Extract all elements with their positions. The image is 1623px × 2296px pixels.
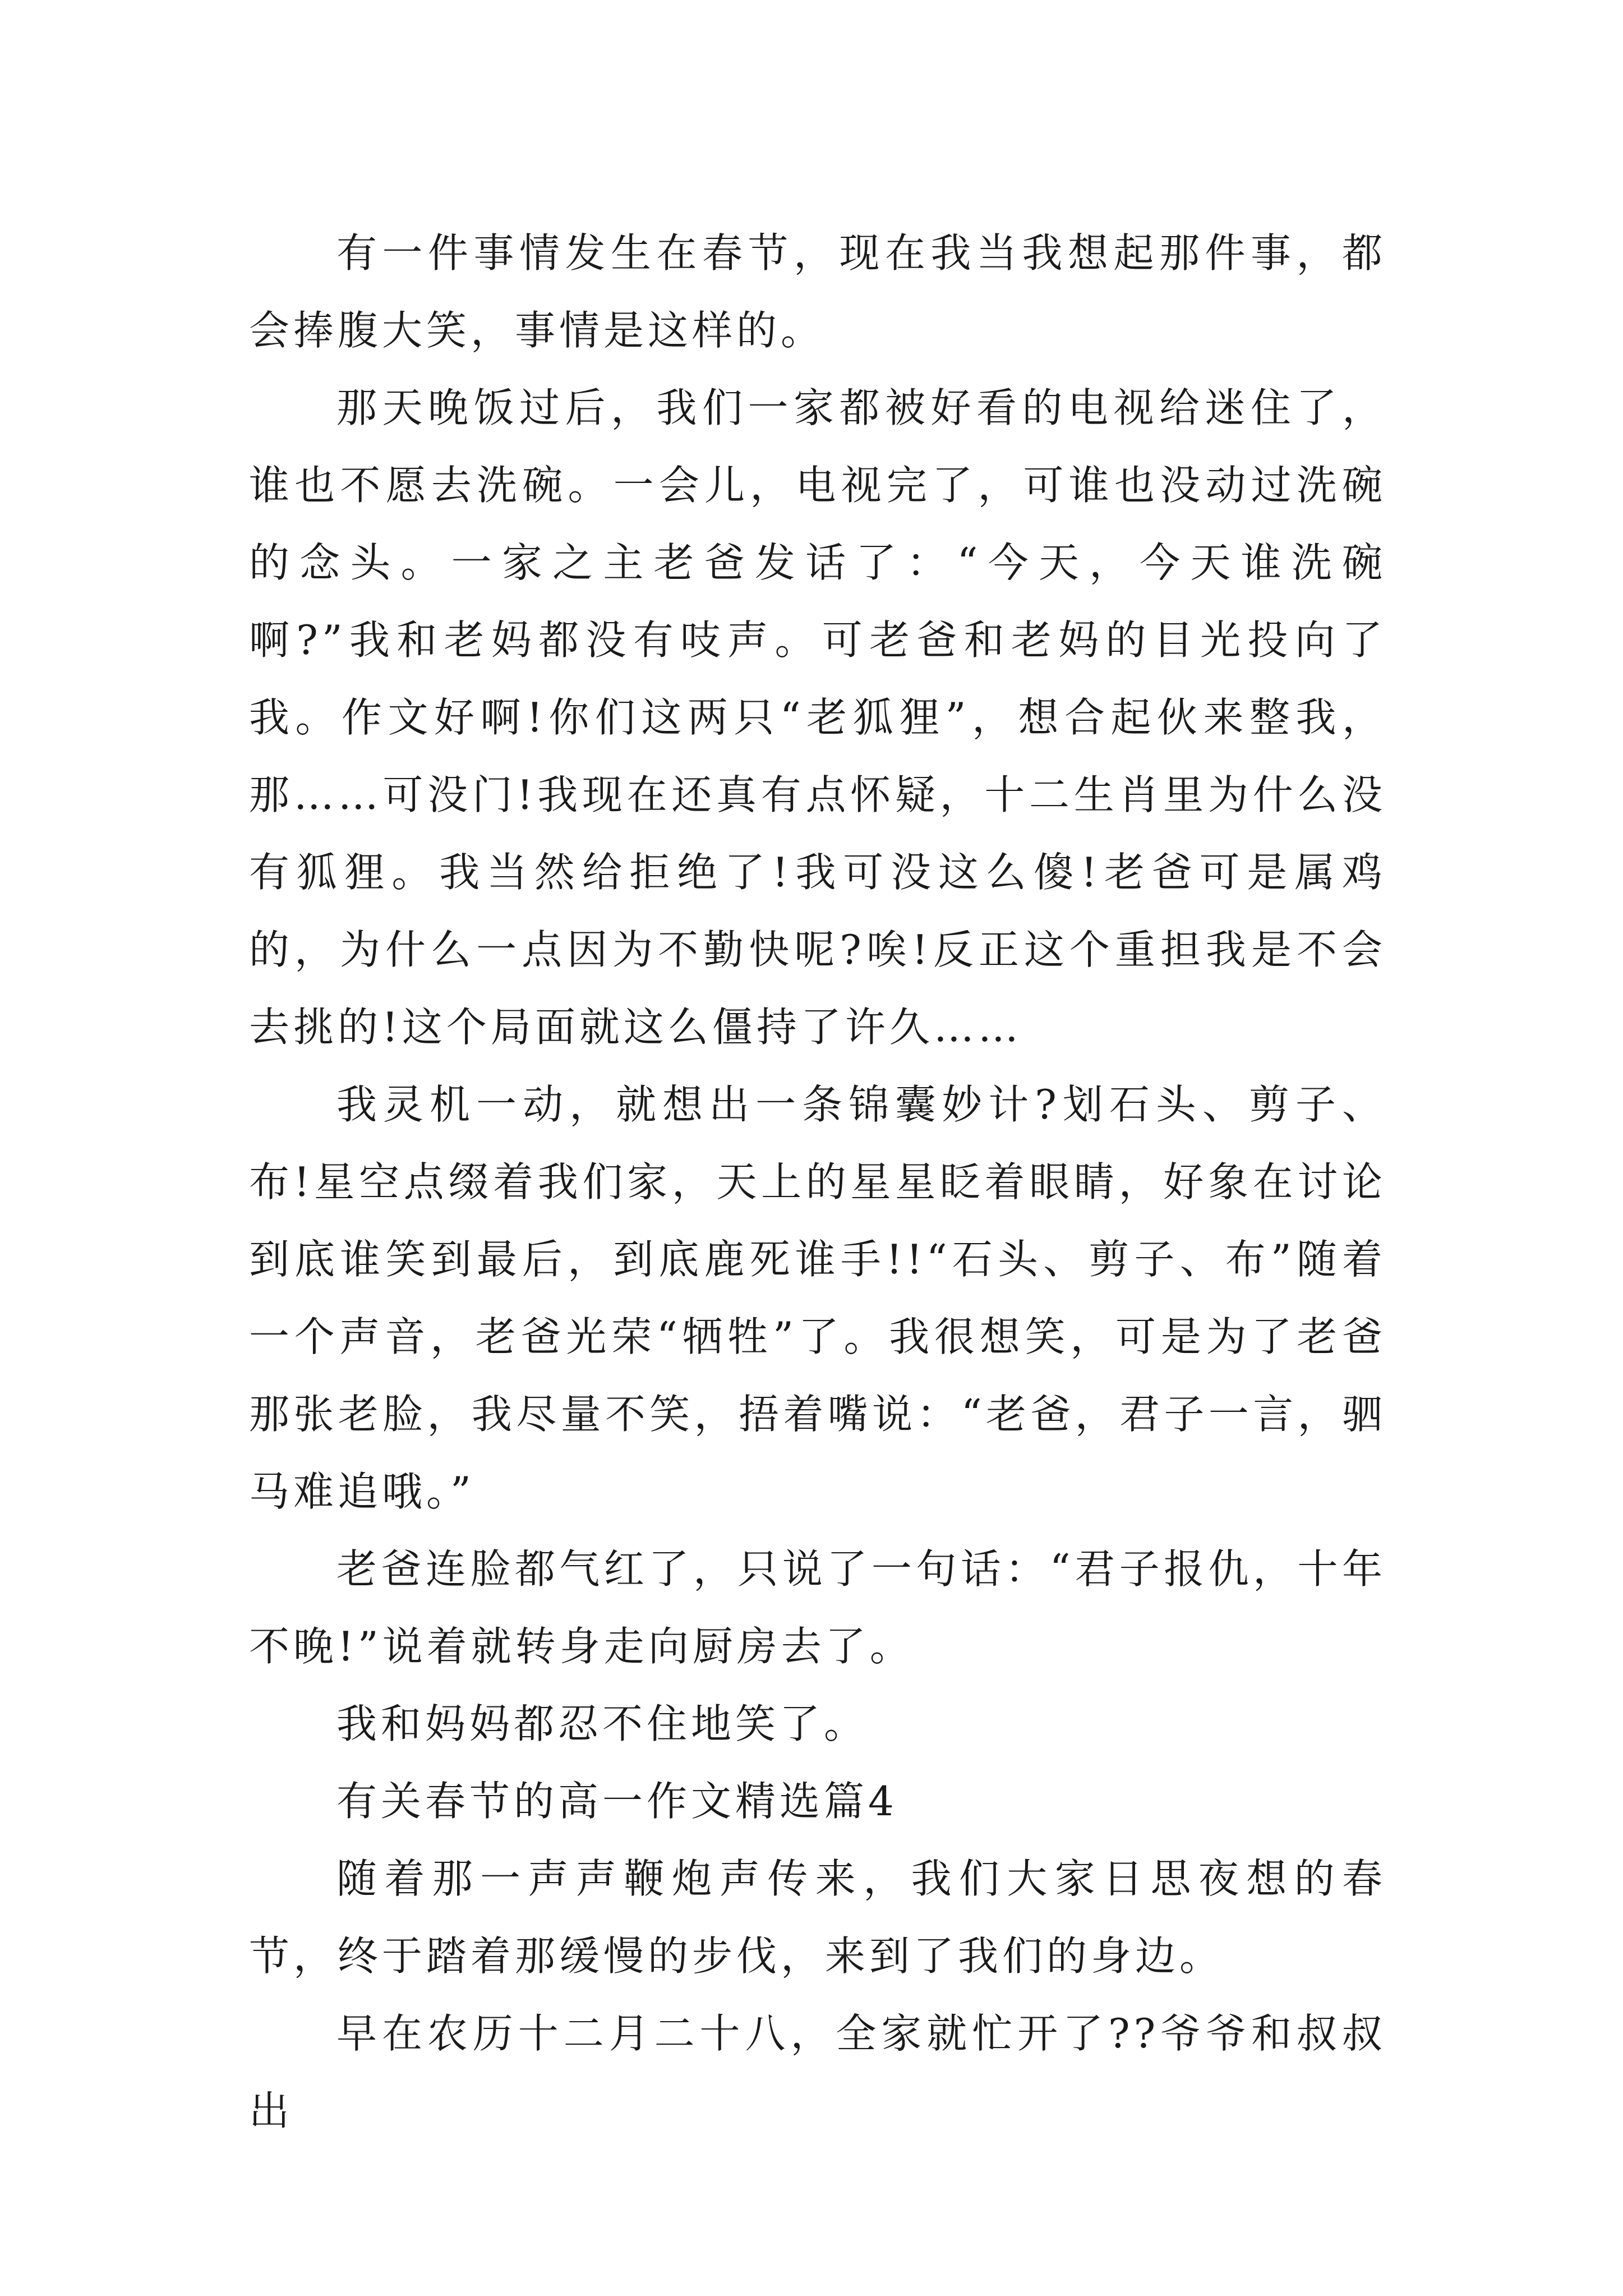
document-body bbox=[249, 214, 1386, 2150]
paragraph-7: 早在农历十二月二十八，全家就忙开了??爷爷和叔叔出 bbox=[249, 2010, 1386, 2134]
paragraph-5: 我和妈妈都忍不住地笑了。 bbox=[336, 1700, 869, 1747]
paragraph-2: 那天晚饭过后，我们一家都被好看的电视给迷住了，谁也不愿去洗碗。一会儿，电视完了，可谁也没动过洗碗的念头。一家之主老爸发话了：“今天，今天谁洗碗啊?”我和老妈都没有吱声。可老爸和老妈的目光投向了我。作文好啊!你们这两只“老狐狸”，想合起伙来整我，那……可没门!我现在还真有点怀疑，十二生肖里为什么没有狐狸。我当然给拒绝了!我可没这么傻!老爸可是属鸡的，为什么一点因为不勤快呢?唉!反正这个重担我是不会去挑的!这个局面就这么僵持了许久…… bbox=[249, 384, 1386, 1051]
paragraph-4: 老爸连脸都气红了，只说了一句话：“君子报仇，十年不晚!”说着就转身走向厨房去了。 bbox=[249, 1545, 1386, 1670]
paragraph-6: 随着那一声声鞭炮声传来，我们大家日思夜想的春节，终于踏着那缓慢的步伐，来到了我们的身边。 bbox=[249, 1855, 1386, 1980]
paragraph-3: 我灵机一动，就想出一条锦囊妙计?划石头、剪子、布!星空点缀着我们家，天上的星星眨着眼睛，好象在讨论到底谁笑到最后，到底鹿死谁手!!“石头、剪子、布”随着一个声音，老爸光荣“牺牲”了。我很想笑，可是为了老爸那张老脸，我尽量不笑，捂着嘴说：“老爸，君子一言，驷马难追哦。” bbox=[249, 1081, 1386, 1515]
paragraph-1: 有一件事情发生在春节，现在我当我想起那件事，都会捧腹大笑，事情是这样的。 bbox=[249, 229, 1386, 354]
section-heading: 有关春节的高一作文精选篇4 bbox=[336, 1778, 898, 1825]
